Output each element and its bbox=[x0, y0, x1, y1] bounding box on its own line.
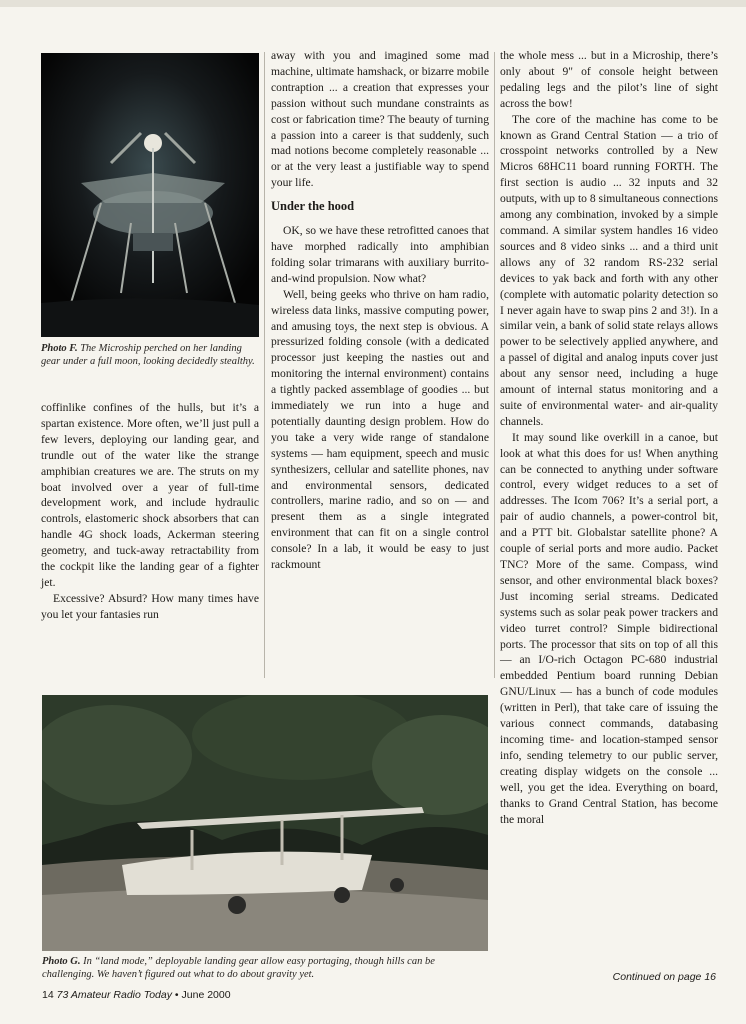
col2-paragraph-2: OK, so we have these retrofitted canoes that have morphed radically into amphibian folding solar trimarans with auxiliary burrito-and-wind propulsion. Now what? bbox=[271, 224, 489, 285]
footer-separator: • bbox=[174, 989, 179, 1001]
col2-paragraph-1: away with you and imagined some mad machine, ultimate hamshack, or bizarre mobile contraption ... a creation that expresses your passion without such mundane constraints as cost or fabrication time? The beauty of turning a passion into a career is that suddenly, such mad notions become completely reasonable ... or at the very least a justifiable way to spend your life. bbox=[271, 49, 489, 190]
column-divider-1 bbox=[264, 52, 265, 678]
column-divider-2 bbox=[494, 52, 495, 678]
column-2 bbox=[271, 48, 489, 573]
photo-g-caption-text: In “land mode,” deployable landing gear allow easy portaging, though hills can be challenging. We haven’t figured out what to do about gravity yet. bbox=[42, 956, 435, 980]
continued-note: Continued on page 16 bbox=[612, 971, 716, 983]
microship-night-image bbox=[41, 53, 259, 337]
col1-paragraph-1: coffinlike confines of the hulls, but it’s a spartan existence. More often, we’ll just pull a few levers, deploying our landing gear, and trundle out of the water like the strange amphibian creatures we are. The struts on my boat involved over a year of full-time development work, and include hydraulic controls, elastomeric shock absorbers that can handle 4G shock loads, Ackerman steering geometry, and tuck-away retractability from the cockpit like the landing gear of a fighter jet. bbox=[41, 401, 259, 589]
col3-paragraph-1: the whole mess ... but in a Microship, there’s only about 9" of console height between pedaling legs and the pilot’s line of sight across the bow! bbox=[500, 49, 718, 110]
col2-paragraph-3: Well, being geeks who thrive on ham radio, wireless data links, massive computing power, and amusing toys, the next step is obvious. A pressurized folding console (with a dedicated processor just keeping the nasties out and monitoring the internal environment) contains a tightly packed assemblage of goodies ... but immediately we run into a huge and potentially daunting design problem. How do you take a very wide range of standalone systems — ham equipment, speech and music synthesizers, cellular and satellite phones, nav and environmental sensors, dedicated controllers, marine radio, and so on — and present them as a single integrated environment that can fit on a single control console? In a lab, it would be easy to just rackmount bbox=[271, 287, 489, 572]
photo-g bbox=[42, 695, 488, 951]
col1-paragraph-2: Excessive? Absurd? How many times have you let your fantasies run bbox=[41, 591, 259, 621]
section-heading: Under the hood bbox=[271, 199, 355, 214]
microship-land-mode-image bbox=[42, 695, 488, 951]
issue-date: June 2000 bbox=[181, 989, 231, 1001]
magazine-title: 73 Amateur Radio Today bbox=[56, 989, 172, 1001]
page-footer bbox=[42, 989, 231, 1001]
top-rule bbox=[0, 0, 746, 7]
photo-f-caption-label: Photo F. bbox=[41, 343, 78, 354]
page-number: 14 bbox=[42, 989, 54, 1001]
column-3 bbox=[500, 48, 718, 827]
col3-paragraph-3: It may sound like overkill in a canoe, but look at what this does for us! When anything can be connected to anything under software control, every widget reduces to a set of addresses. The Icom 706? It’s a serial port, a pair of audio channels, a power-control bit, and a PTT bit. Globalstar satellite phone? A couple of serial ports and more audio. Packet TNC? More of the same. Compass, wind sensor, and other environmental black boxes? Just incoming serial streams. Dedicated systems such as solar peak power trackers and video turret control? Simple bidirectional ports. The processor that sits on top of all this — an I/O-rich Octagon PC-680 industrial embedded Pentium board running Debian GNU/Linux — has a bunch of code modules (written in Perl), that take care of issuing the various connect commands, databasing incoming time- and location-stamped sensor info, sending telemetry to our public server, creating display widgets on the console ... well, you get the idea. Everything on board, thanks to Grand Central Station, has become the moral bbox=[500, 430, 718, 826]
col3-paragraph-2: The core of the machine has come to be known as Grand Central Station — a trio of crosspoint networks controlled by a New Micros 68HC11 board running FORTH. The first section is audio ... 32 inputs and 32 outputs, with up to 8 simultaneous connections among any combination, invoked by a simple command. A similar system handles 16 video sources and 8 video sinks ... and a third unit allows any of 32 random RS-232 serial devices to yak back and forth with any other (complete with automatic polarity detection so I never again have to swap pins 2 and 3!). In a similar vein, a bank of solid state relays allows power to be selectively applied anywhere, and a passel of digital and analog inputs cover just about any sensor need, including a huge amount of internal status monitoring and a suite of environmental water- and air-quality channels. bbox=[500, 112, 719, 428]
photo-g-caption-label: Photo G. bbox=[42, 956, 81, 967]
column-1 bbox=[41, 400, 259, 623]
photo-f-caption bbox=[41, 342, 259, 368]
photo-g-caption bbox=[42, 955, 488, 981]
photo-f bbox=[41, 53, 259, 337]
photo-f-caption-text: The Microship perched on her landing gear under a full moon, looking decidedly stealthy. bbox=[41, 343, 255, 367]
